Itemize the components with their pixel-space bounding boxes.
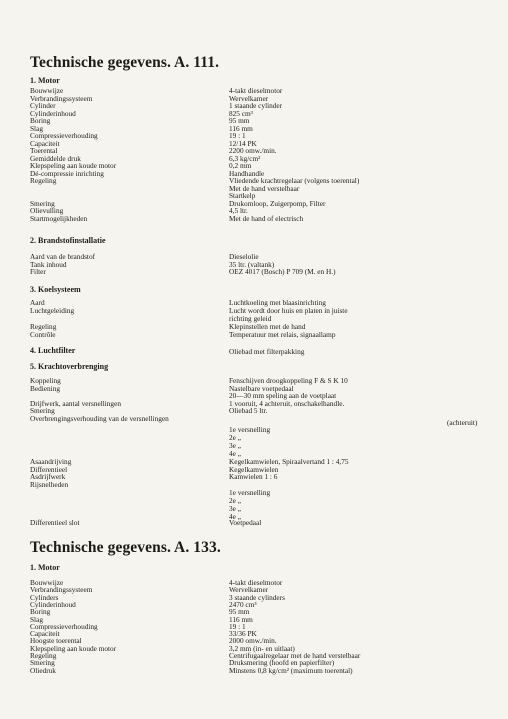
spec-label: Klepspeling aan koude motor (30, 643, 117, 653)
spec-value: Dieselolie (229, 252, 259, 261)
spec-value: 1 staande cylinder (229, 101, 283, 110)
spec-value: Handhandle (229, 168, 265, 178)
spec-label: Filter (30, 267, 46, 276)
speed-row-n: 3e „ (229, 503, 241, 513)
page-title-a111: Technische gegevens. A. 111. (30, 54, 220, 71)
spec-label: Slag (30, 123, 43, 133)
spec-label: Toerental (30, 146, 58, 155)
spec-value: 116 mm (229, 123, 253, 133)
spec-label: Bouwwijze (30, 86, 64, 95)
spec-value: 12/14 PK (229, 138, 257, 148)
spec-label: Compressieverhouding (30, 131, 98, 140)
spec-label: Verbrandingssysteem (30, 585, 93, 595)
spec-value: 825 cm³ (229, 108, 253, 118)
spec-value: Oliebad 5 ltr. (229, 406, 268, 416)
spec-value: Temperatuur met relais, signaallamp (229, 330, 336, 339)
spec-label: Rijsnelheden (30, 479, 69, 489)
spec-value: 6,3 kg/cm² (229, 153, 261, 163)
spec-value: Centrifugaalregelaar met de hand verstelbaar (229, 651, 361, 660)
spec-value: 1 vooruit, 4 achteruit, onschakelhandle. (229, 398, 345, 408)
spec-value: Luchtkoeling met blaasinrichting (229, 298, 326, 307)
spec-label: Regeling (30, 651, 57, 660)
spec-label: Boring (30, 607, 51, 617)
spec-value: Kegelkamwielen (229, 464, 279, 474)
spec-label: Overbrengingsverhouding van de versnellingen (30, 414, 169, 423)
spec-value: Voetpedaal (229, 518, 262, 527)
spec-value: Wervelkamer (229, 585, 269, 595)
spec-label: Koppeling (30, 376, 61, 385)
spec-value: Vliedende krachtregelaar (volgens toerental) (229, 176, 360, 185)
spec-label: Verbrandingssysteem (30, 93, 93, 103)
spec-label: Differentieel (30, 464, 68, 474)
spec-label: Bediening (30, 383, 60, 393)
spec-label: Drijfwerk, aantal versnellingen (30, 398, 121, 408)
section-heading-koel: 3. Koelsysteem (30, 285, 81, 294)
spec-value: Wervelkamer (229, 93, 269, 103)
spec-value: Kegelkamwielen, Spiraalvertand 1 : 4,75 (229, 457, 349, 466)
spec-label: Gemiddelde druk (30, 153, 81, 163)
spec-value: 2470 cm³ (229, 599, 257, 609)
spec-value: Fenschijven droogkoppeling F & S K 10 (229, 376, 348, 385)
spec-value: Klepinstellen met de hand (229, 322, 306, 331)
spec-label: Tank inhoud (30, 259, 67, 269)
speed-row-n: 1e versnelling (229, 488, 271, 497)
spec-value: 116 mm (229, 614, 253, 624)
luchtfilter-value: Oliebad met filterpakking (229, 347, 305, 356)
page-title-a133: Technische gegevens. A. 133. (30, 539, 221, 556)
spec-label: Cylinders (30, 592, 59, 602)
spec-value: 3,2 mm (in- en uitlaat) (229, 643, 295, 653)
spec-label: Contrôle (30, 330, 56, 339)
section-heading-brandstof: 2. Brandstofinstallatie (30, 236, 106, 245)
spec-value: 4-takt dieselmotor (229, 578, 283, 587)
achteruit-label: (achteruit) (447, 418, 478, 427)
spec-label: Cylinder (30, 101, 56, 110)
spec-label: Slag (30, 614, 43, 624)
spec-label: Luchtgeleiding (30, 306, 75, 315)
speed-row-n: 4e „ (229, 511, 241, 521)
spec-label: Cylinderinhoud (30, 108, 76, 118)
spec-label: Regeling (30, 322, 57, 331)
spec-label: Dé-compressie inrichting (30, 168, 104, 178)
spec-value: Met de hand verstelbaar (229, 183, 300, 193)
spec-label: Differentieel slot (30, 518, 80, 527)
spec-value: Nastelbare voetpedaal (229, 383, 294, 393)
spec-value: 35 ltr. (valtank) (229, 259, 275, 269)
spec-value: 0,2 mm (229, 161, 252, 170)
section-heading-motor-a133: 1. Motor (30, 563, 60, 572)
spec-label: Regeling (30, 176, 57, 185)
spec-label: Compressieverhouding (30, 621, 98, 631)
spec-label: Klepspeling aan koude motor (30, 161, 117, 170)
spec-label: Boring (30, 116, 51, 125)
spec-label: Startmogelijkheden (30, 213, 88, 223)
spec-label: Asaandrijving (30, 457, 72, 466)
spec-value: 2000 omw./min. (229, 636, 277, 646)
spec-value: 95 mm (229, 607, 250, 617)
spec-value: Kamwielen 1 : 6 (229, 472, 278, 482)
spec-value: richting geleid (229, 314, 272, 323)
spec-value: Minstens 0,8 kg/cm² (maximum toerental) (229, 665, 353, 675)
spec-value: Startkelp (229, 191, 256, 200)
spec-label: Cylinderinhoud (30, 599, 76, 609)
spec-label: Capaciteit (30, 629, 60, 639)
spec-label: Smering (30, 406, 55, 416)
section-heading-motor: 1. Motor (30, 76, 60, 85)
spec-value: 33/36 PK (229, 629, 257, 639)
spec-label: Smering (30, 198, 55, 208)
spec-label: Asdrijfwerk (30, 472, 66, 482)
spec-value: 4,5 ltr. (229, 206, 248, 215)
spec-value: Drukomloop, Zuigerpomp, Filter (229, 198, 326, 208)
spec-value: OEZ 4017 (Bosch) P 709 (M. en H.) (229, 267, 336, 276)
gear-row-n: 2e „ (229, 432, 241, 442)
spec-value: 19 : 1 (229, 131, 246, 140)
spec-label: Olievulling (30, 206, 64, 215)
section-heading-kracht: 5. Krachtoverbrenging (30, 362, 109, 371)
spec-value: 20—30 mm speling aan de voetplaat (229, 391, 337, 401)
spec-label: Hoogste toerental (30, 636, 82, 646)
spec-label: Capaciteit (30, 138, 60, 148)
spec-value: Druksmering (hoofd en papierfilter) (229, 658, 335, 668)
gear-row-n: 3e „ (229, 440, 241, 450)
speed-row-n: 2e „ (229, 495, 241, 505)
spec-value: Met de hand of electrisch (229, 213, 304, 223)
spec-value: 4-takt dieselmotor (229, 86, 283, 95)
gear-row-n: 4e „ (229, 448, 241, 458)
spec-label: Aard (30, 298, 45, 307)
spec-value: 3 staande cylinders (229, 592, 285, 602)
spec-value: Lucht wordt door huis en platen in juiste (229, 306, 348, 315)
spec-value: 95 mm (229, 116, 250, 125)
spec-label: Bouwwijze (30, 578, 64, 587)
spec-value: 19 : 1 (229, 621, 246, 631)
section-heading-luchtfilter: 4. Luchtfilter (30, 346, 76, 355)
gear-row-n: 1e versnelling (229, 425, 271, 434)
spec-value: 2200 omw./min. (229, 146, 277, 155)
spec-label: Aard van de brandstof (30, 252, 96, 261)
spec-label: Oliedruk (30, 665, 56, 675)
spec-label: Smering (30, 658, 55, 668)
